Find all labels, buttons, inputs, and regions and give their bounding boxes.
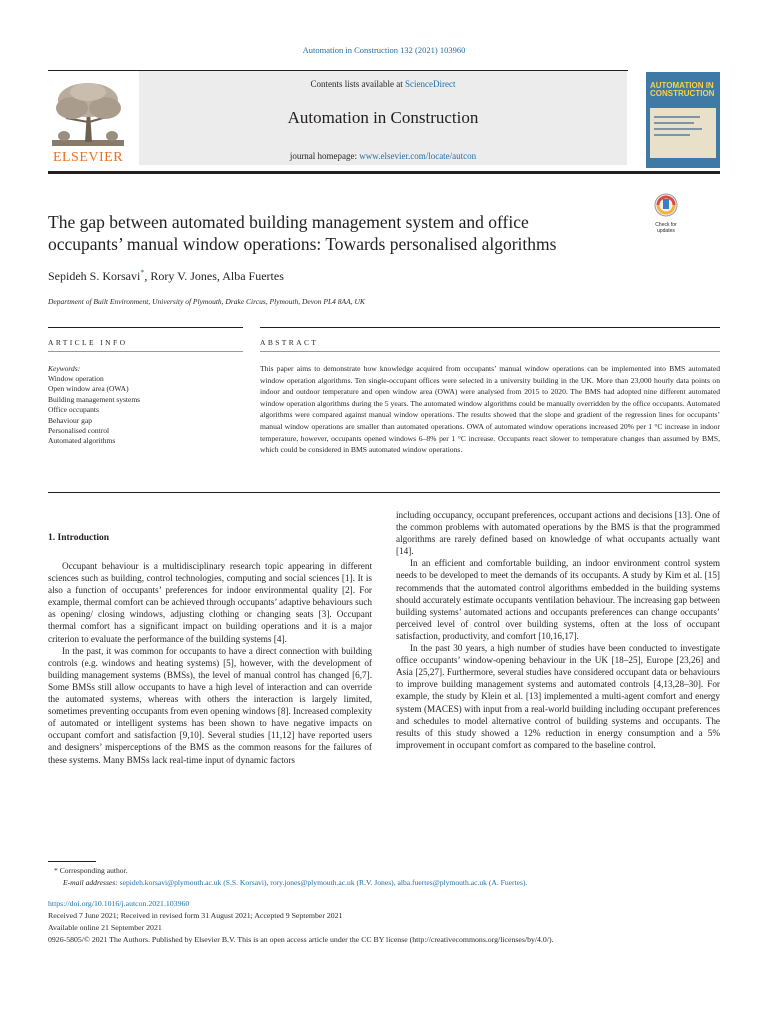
right-column (396, 509, 720, 751)
received-dates: Received 7 June 2021; Received in revised form 31 August 2021; Accepted 9 September 2021 (48, 911, 343, 920)
intro-paragraph: In the past 30 years, a high number of studies have been conducted to investigate office occupants’ window-opening behaviour in the UK [18–25], Europe [23,26] and Asia [25,27]. Furthermore, several studies have considered occupant data or behaviours to improve building management systems and automated controls [4,13,28–30]. For example, the study by Klein et al. [13] implemented a multi-agent comfort and energy system (MACES) with input from a real-world building including occupant preferences and schedules to model alternative control of building systems and occupants. The results of this study showed a 12% reduction in energy consumption and a 5% improvement in occupant comfort as compared to the baseline control. (396, 643, 720, 750)
intro-paragraph: In the past, it was common for occupants to have a direct connection with building controls (e.g. windows and heating systems) [5], however, with the development of building management systems (BMSs), the level of manual control has changed [6,7]. Some BMSs still allow occupants to have a high level of interaction and can override the automated systems, whereas with others the interaction is largely limited, sometimes preventing occupants from even opening windows [8]. Increased complexity of automated or intelligent systems has been shown to have negative impacts on occupant comfort and satisfaction [9,10]. Several studies [11,12] have reported users and designers’ misperceptions of the BMS as the common reasons for the failures of these systems. Many BMSs lack real-time input of dynamic factors (48, 645, 372, 765)
check-updates-label: Check for updates (655, 222, 677, 234)
email-label: E-mail addresses: (63, 878, 120, 887)
abstract-end-rule (48, 492, 720, 493)
abstract-heading: ABSTRACT (260, 338, 319, 347)
article-info-heading: ARTICLE INFO (48, 338, 128, 347)
email-links[interactable]: sepideh.korsavi@plymouth.ac.uk (S.S. Korsavi), rory.jones@plymouth.ac.uk (R.V. Jones), alba.fuertes@plymouth.ac.uk (A. Fuertes). (119, 878, 528, 887)
paper-title-line-1: The gap between automated building management system and office (48, 212, 529, 232)
publisher-wordmark: ELSEVIER (52, 150, 124, 165)
keyword-item: Personalised control (48, 426, 110, 436)
cover-line (654, 122, 694, 124)
check-for-updates-badge[interactable] (648, 193, 684, 234)
contents-line (139, 79, 627, 89)
keywords-list (48, 374, 140, 447)
available-online: Available online 21 September 2021 (48, 923, 162, 932)
check-updates-icon (648, 193, 684, 217)
cover-line (654, 128, 702, 130)
journal-citation-link[interactable]: Automation in Construction 132 (2021) 103960 (302, 45, 466, 55)
keyword-item: Office occupants (48, 405, 99, 415)
keyword-item: Building management systems (48, 394, 141, 404)
journal-title: Automation in Construction (287, 108, 479, 127)
abstract-inner-rule (260, 351, 720, 352)
paper-title-line-2: occupants’ manual window operations: Towards personalised algorithms (48, 234, 557, 254)
cover-line (654, 134, 690, 136)
affiliation: Department of Built Environment, University of Plymouth, Drake Circus, Plymouth, Devon PL4 8AA, UK (48, 297, 365, 306)
abstract-rule (260, 327, 720, 328)
left-column (48, 560, 372, 766)
keywords-rule (48, 351, 243, 352)
corresponding-author-note: * Corresponding author. (54, 866, 128, 875)
journal-homepage (139, 151, 627, 161)
journal-cover[interactable] (646, 72, 720, 168)
keyword-item: Open window area (OWA) (48, 384, 129, 394)
homepage-prefix: journal homepage: (289, 151, 360, 161)
corresponding-mark[interactable]: * (140, 268, 145, 277)
article-info-rule (48, 327, 243, 328)
author-1[interactable]: Sepideh S. Korsavi (48, 269, 141, 283)
intro-paragraph: In an efficient and comfortable building, an indoor environment control system needs to be developed to meet the demands of its occupants. A study by Kim et al. [15] recommends that the automated control algorithms embedded in the building systems should accurately estimate occupants ventilation behaviour. The increasing gap between building systems’ automated actions and occupants preferences can change occupants’ perceived level of control over building systems, often at the loss of occupant satisfaction, productivity, and comfort [10,16,17]. (396, 558, 720, 641)
doi-link[interactable]: https://doi.org/10.1016/j.autcon.2021.103960 (48, 899, 190, 908)
homepage-link[interactable]: www.elsevier.com/locate/autcon (359, 151, 477, 161)
keywords-label: Keywords: (48, 364, 81, 373)
keyword-item: Window operation (48, 374, 104, 383)
footnote-rule (48, 861, 96, 862)
intro-paragraph: Occupant behaviour is a multidisciplinary research topic appearing in different sciences such as building, control technologies, computing and social sciences [1]. It is also a function of occupants’ preferences for indoor environmental quality [2]. For example, thermal comfort can be achieved through occupants’ adaptive behaviours such as opening/ closing windows, adjusting clothing or changing seats [3]. Occupant thermal comfort has a significant impact on building operations and it is a major criterion to evaluate the performance of the building systems [4]. (48, 561, 372, 644)
abstract-text: This paper aims to demonstrate how knowledge acquired from occupants’ manual window operations can be implemented into BMS automated window operation algorithms. Ten single-occupant offices were selected in a university building in the UK. More than 23,000 hourly data points on indoor and outdoor temperature and open window area (OWA) were analysed from 2015 to 2020. The BMS had adopted nine different automated window operation algorithms during the 5 years. The automated window algorithms could be manually overridden by the office occupants. Automated algorithms were compared against manual window operations. The results showed that the slope and gradient of the regression lines for occupants’ manual window operations are smaller than automated operations. OWA of automated window operations increased 20% per 1 °C increase in indoor temperature, however, occupants opened windows 6–8% per 1 °C increase. Occupants react slower to temperature changes than assumed by BMS, which could be considered in BMS automated window operations. (260, 364, 720, 455)
contents-prefix: Contents lists available at (310, 79, 405, 89)
header-bottom-rule (48, 171, 720, 174)
cover-title: AUTOMATION IN CONSTRUCTION (650, 81, 715, 98)
sciencedirect-link[interactable]: ScienceDirect (405, 79, 456, 89)
license-statement: 0926-5805/© 2021 The Authors. Published by Elsevier B.V. This is an open access article under the CC BY license (http://creativecommons.org/licenses/by/4.0/). (48, 935, 554, 944)
keyword-item: Behaviour gap (48, 415, 92, 425)
cover-line (654, 116, 700, 118)
introduction-heading: 1. Introduction (48, 533, 110, 543)
keyword-item: Automated algorithms (48, 436, 116, 446)
email-addresses (63, 878, 527, 887)
intro-paragraph: including occupancy, occupant preferences, occupant actions and decisions [13]. One of the common problems with automated operations by the BMS is that the programmed algorithms are rarely defined based on knowledge of what occupants actually want [14]. (396, 510, 720, 557)
paper-title (48, 211, 648, 255)
author-list (48, 268, 284, 284)
other-authors[interactable]: , Rory V. Jones, Alba Fuertes (144, 269, 284, 283)
